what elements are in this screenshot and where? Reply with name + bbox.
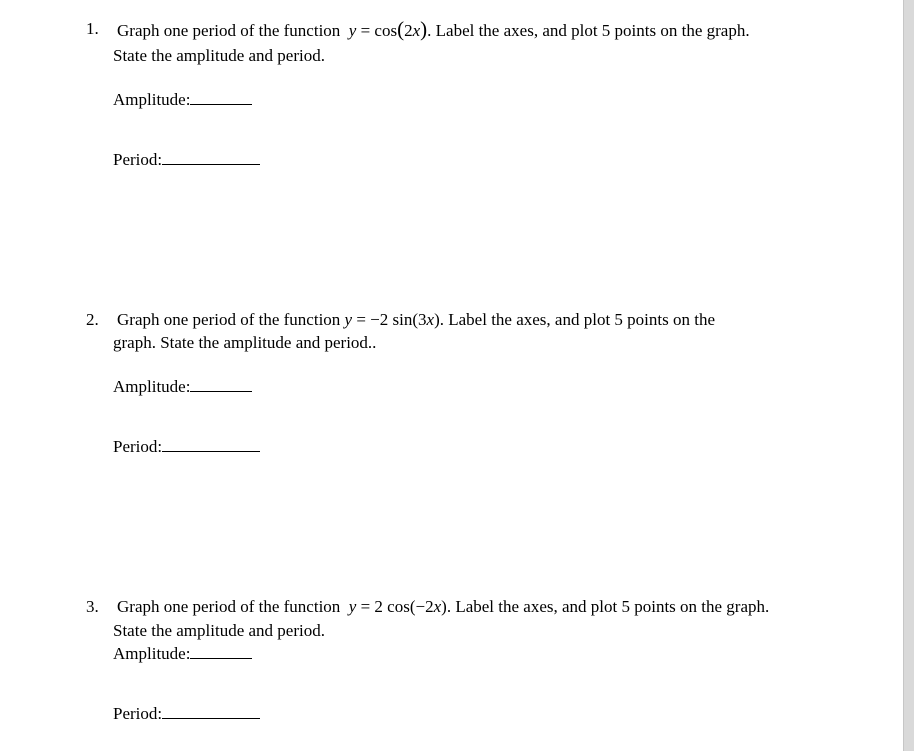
- equation: y = cos(2x): [348, 17, 428, 41]
- period-field-1[interactable]: Period:: [113, 148, 260, 170]
- question-text: Graph one period of the function y = −2 sin(3x). Label the axes, and plot 5 points on the: [117, 310, 715, 329]
- question-number: 2.: [86, 310, 99, 329]
- amplitude-field-3[interactable]: Amplitude:: [113, 642, 252, 664]
- period-field-3[interactable]: Period:: [113, 702, 260, 724]
- amplitude-blank[interactable]: [190, 642, 252, 659]
- document-page: 1. Graph one period of the function y = cos(2x). Label the axes, and plot 5 points on the graph. State the amplitude and period. Amplitude: Period: 2. Graph one period of the function y = −2 sin(3x). Label the axes, and plot 5 points on the graph. State the amplitude and period.. Amplitude: Period: 3. Graph one period of the function y = 2 cos(−2x). Label the axes, and plot 5 points on the graph. State the amplitude and period. Amplitude: Period:: [0, 0, 904, 751]
- question-text: Graph one period of the function y = cos(2x). Label the axes, and plot 5 points on the graph.: [117, 17, 750, 41]
- amplitude-field-2[interactable]: Amplitude:: [113, 375, 252, 397]
- period-blank[interactable]: [162, 702, 260, 719]
- question-number: 3.: [86, 597, 99, 616]
- period-blank[interactable]: [162, 148, 260, 165]
- amplitude-field-1[interactable]: Amplitude:: [113, 88, 252, 110]
- question-number: 1.: [86, 19, 99, 38]
- period-blank[interactable]: [162, 435, 260, 452]
- amplitude-blank[interactable]: [190, 375, 252, 392]
- question-text: Graph one period of the function y = 2 cos(−2x). Label the axes, and plot 5 points on the graph.: [117, 597, 770, 616]
- period-field-2[interactable]: Period:: [113, 435, 260, 457]
- equation: y = 2 cos(−2x): [348, 597, 447, 616]
- equation: y = −2 sin(3x): [344, 310, 440, 329]
- amplitude-blank[interactable]: [190, 88, 252, 105]
